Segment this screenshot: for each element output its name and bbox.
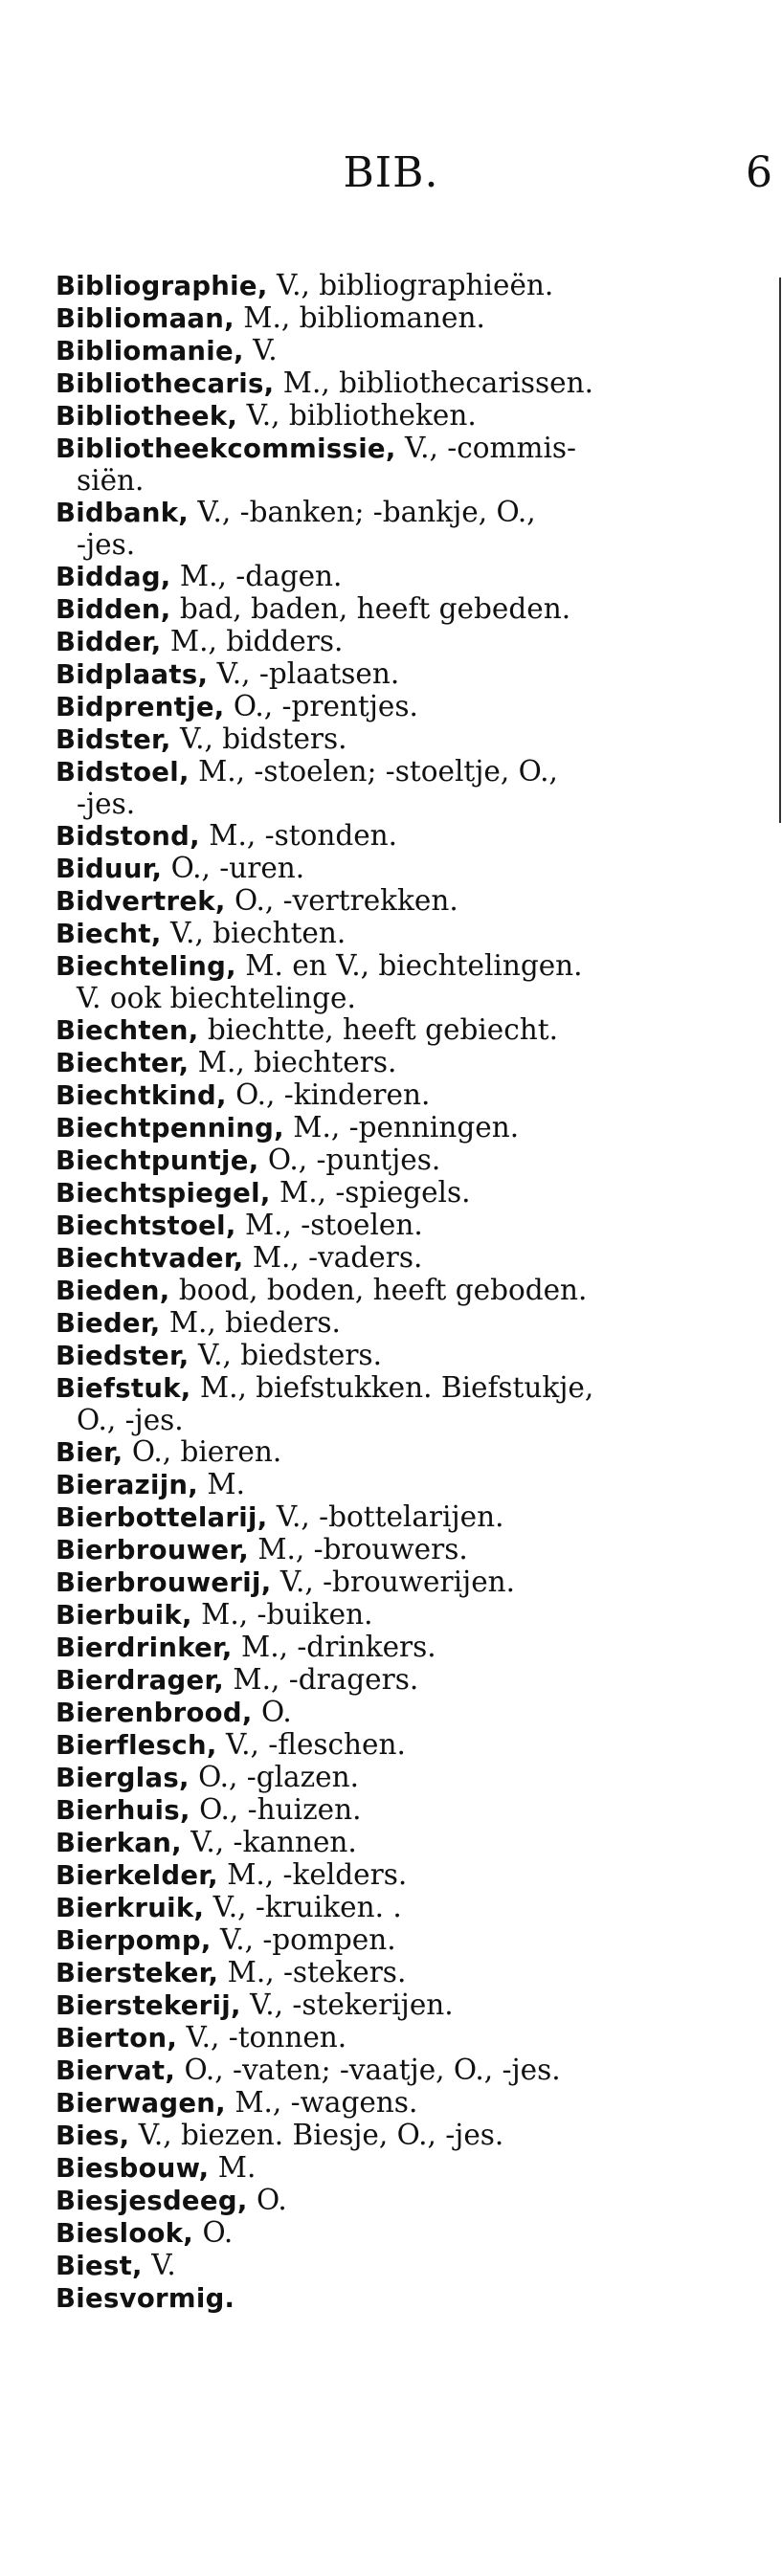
entry-headword: Biechtkind,: [56, 1080, 227, 1111]
entry-definition: O., -vertrekken.: [225, 884, 458, 917]
entry-definition: V., biezen. Biesje, O., -jes.: [129, 2119, 504, 2151]
entry-definition: M., -wagens.: [225, 2086, 418, 2119]
entry-definition: V., bibliographieën.: [267, 269, 554, 301]
dictionary-entry: [56, 1827, 769, 1859]
dictionary-entry: [56, 1079, 769, 1112]
dictionary-entry: [56, 593, 769, 626]
entry-continuation: O., -jes.: [77, 1404, 184, 1436]
entry-headword: Biechter,: [56, 1048, 190, 1078]
dictionary-entry: [56, 1242, 769, 1275]
dictionary-entry: [56, 335, 769, 367]
dictionary-entry: [56, 1014, 769, 1047]
entry-definition: V., -banken; -bankje, O.,: [189, 496, 536, 528]
dictionary-entry: [56, 2185, 769, 2217]
entry-headword: Bieder,: [56, 1308, 161, 1339]
dictionary-entry: [56, 1989, 769, 2022]
entry-definition: M., -spiegels.: [270, 1176, 471, 1209]
entry-definition: O., -prentjes.: [224, 690, 418, 722]
entry-headword: Bierglas,: [56, 1763, 190, 1793]
entry-headword: Bidden,: [56, 594, 171, 625]
entry-headword: Biervat,: [56, 2055, 176, 2086]
dictionary-entry: [56, 2282, 769, 2315]
dictionary-entry: [56, 1047, 769, 1079]
entry-definition: V., -stekerijen.: [240, 1988, 454, 2021]
entry-headword: Bidstoel,: [56, 757, 190, 788]
entry-definition: V., -fleschen.: [216, 1728, 406, 1761]
entry-continuation: -jes.: [77, 528, 136, 561]
dictionary-entry: [56, 1307, 769, 1340]
dictionary-entry: [56, 885, 769, 918]
entry-headword: Biechteling,: [56, 951, 236, 982]
entry-headword: Biduur,: [56, 854, 163, 884]
dictionary-entry: [56, 1501, 769, 1534]
dictionary-entry: [56, 723, 769, 756]
entry-definition: O., -vaten; -vaatje, O., -jes.: [175, 2054, 561, 2086]
dictionary-entry: [56, 1275, 769, 1307]
entry-definition: M., bibliomanen.: [234, 301, 485, 334]
entry-headword: Bidvertrek,: [56, 886, 226, 917]
entry-headword: Bibliothecaris,: [56, 368, 275, 399]
dictionary-entry: [56, 2087, 769, 2120]
entry-definition: V., biedsters.: [189, 1339, 382, 1371]
entry-headword: Biechtpenning,: [56, 1113, 284, 1144]
dictionary-entry: [56, 1566, 769, 1599]
dictionary-entry: [56, 1664, 769, 1697]
entry-headword: Bibliographie,: [56, 271, 268, 301]
dictionary-entry: [56, 1924, 769, 1957]
dictionary-entry: [56, 950, 769, 1014]
entry-definition: V.: [243, 334, 278, 366]
dictionary-entry: [56, 2217, 769, 2250]
entry-headword: Bierbrouwer,: [56, 1535, 249, 1566]
entry-definition: V., -kannen.: [181, 1826, 357, 1858]
entry-headword: Bibliotheekcommissie,: [56, 433, 396, 464]
dictionary-entry: [56, 1599, 769, 1632]
entry-definition: V., -plaatsen.: [208, 657, 400, 690]
entry-definition: O., -huizen.: [190, 1793, 362, 1826]
entry-headword: Bierdrager,: [56, 1665, 225, 1696]
entry-headword: Bier,: [56, 1437, 123, 1468]
entry-definition: M.: [198, 1468, 246, 1500]
entry-headword: Bierkruik,: [56, 1893, 205, 1923]
dictionary-entry: [56, 400, 769, 433]
entry-headword: Biddag,: [56, 562, 171, 592]
entry-headword: Bidbank,: [56, 498, 190, 528]
entry-headword: Bierbuik,: [56, 1600, 192, 1631]
entry-definition: bad, baden, heeft gebeden.: [170, 592, 571, 625]
entry-headword: Bieden,: [56, 1276, 170, 1306]
dictionary-entry: [56, 1144, 769, 1177]
entry-headword: Biesvormig.: [56, 2283, 235, 2314]
entry-headword: Bibliomaan,: [56, 303, 235, 334]
dictionary-entry: [56, 1112, 769, 1144]
entry-headword: Bidder,: [56, 627, 162, 657]
dictionary-entry: [56, 756, 769, 820]
dictionary-entry: [56, 1436, 769, 1469]
dictionary-entry: [56, 1534, 769, 1566]
entry-definition: V., -brouwerijen.: [271, 1566, 516, 1598]
entry-definition: V., bidsters.: [170, 722, 347, 755]
entry-definition: O., -glazen.: [189, 1761, 360, 1793]
entry-definition: V., -kruiken. .: [204, 1891, 402, 1923]
entry-headword: Biechtspiegel,: [56, 1178, 271, 1209]
entry-headword: Bidprentje,: [56, 692, 225, 722]
dictionary-entry: [56, 658, 769, 691]
entry-definition: M., -stonden.: [199, 819, 398, 852]
entry-headword: Biechtpuntje,: [56, 1145, 259, 1176]
entry-definition: M., biefstukken. Biefstukje,: [190, 1371, 594, 1404]
page-number: 6: [746, 148, 772, 197]
entry-definition: O., -uren.: [162, 852, 305, 884]
entry-headword: Bierbrouwerij,: [56, 1567, 272, 1598]
entry-definition: V., -commis-: [395, 432, 577, 464]
dictionary-entry: [56, 302, 769, 335]
entry-definition: M., -vaders.: [243, 1241, 423, 1274]
dictionary-entry: [56, 270, 769, 302]
entry-headword: Biesbouw,: [56, 2153, 210, 2184]
entry-headword: Bierflesch,: [56, 1730, 217, 1761]
entry-headword: Bierkan,: [56, 1828, 182, 1858]
dictionary-entry: [56, 1859, 769, 1892]
dictionary-entry: [56, 918, 769, 950]
entry-continuation: V. ook biechtelinge.: [77, 982, 356, 1014]
entry-list: [56, 270, 769, 2315]
entry-headword: Biechtvader,: [56, 1243, 244, 1274]
dictionary-entry: [56, 853, 769, 885]
entry-definition: V., -tonnen.: [177, 2021, 347, 2054]
page-header: [0, 148, 782, 206]
entry-definition: M., -penningen.: [283, 1111, 520, 1144]
entry-definition: O., -puntjes.: [258, 1144, 441, 1176]
column-rule: [779, 278, 781, 823]
entry-headword: Biest,: [56, 2251, 143, 2281]
entry-definition: M., -brouwers.: [248, 1533, 468, 1566]
entry-definition: M., -drinkers.: [232, 1631, 436, 1663]
dictionary-entry: [56, 2120, 769, 2152]
entry-definition: M., bidders.: [161, 625, 344, 657]
entry-headword: Bierbottelarij,: [56, 1502, 268, 1533]
dictionary-entry: [56, 626, 769, 658]
dictionary-entry: [56, 1210, 769, 1242]
entry-definition: O.: [247, 2184, 287, 2216]
entry-continuation: -jes.: [77, 788, 136, 820]
entry-definition: M., -dragers.: [224, 1663, 419, 1696]
entry-continuation: siën.: [77, 464, 145, 497]
dictionary-entry: [56, 2022, 769, 2054]
entry-headword: Bibliotheek,: [56, 401, 238, 432]
entry-headword: Biefstuk,: [56, 1373, 191, 1404]
entry-definition: O.: [252, 1696, 292, 1728]
dictionary-entry: [56, 1762, 769, 1794]
entry-headword: Bierhuis,: [56, 1795, 190, 1826]
entry-headword: Bierazijn,: [56, 1470, 199, 1500]
dictionary-entry: [56, 1729, 769, 1762]
entry-headword: Biedster,: [56, 1341, 190, 1371]
dictionary-entry: [56, 2054, 769, 2087]
entry-headword: Biechten,: [56, 1015, 199, 1046]
dictionary-entry: [56, 2250, 769, 2282]
dictionary-entry: [56, 1372, 769, 1436]
entry-definition: M., -stekers.: [218, 1956, 407, 1988]
entry-headword: Biecht,: [56, 919, 162, 949]
entry-definition: O.: [193, 2216, 234, 2249]
entry-headword: Bidstond,: [56, 821, 200, 852]
entry-definition: V., biechten.: [161, 917, 346, 949]
dictionary-entry: [56, 1794, 769, 1827]
entry-headword: Bierton,: [56, 2023, 178, 2054]
dictionary-entry: [56, 1697, 769, 1729]
entry-definition: bood, boden, heeft geboden.: [169, 1274, 588, 1306]
entry-headword: Bibliomanie,: [56, 336, 244, 366]
entry-headword: Bierpomp,: [56, 1925, 212, 1956]
entry-definition: biechtte, heeft gebiecht.: [198, 1013, 558, 1046]
dictionary-entry: [56, 1177, 769, 1210]
running-head: BIB.: [343, 148, 439, 197]
entry-headword: Bies,: [56, 2121, 130, 2151]
entry-definition: V., -bottelarijen.: [267, 1500, 504, 1533]
dictionary-entry: [56, 561, 769, 593]
dictionary-entry: [56, 1469, 769, 1501]
entry-definition: M., -stoelen.: [235, 1209, 423, 1241]
entry-definition: O., -kinderen.: [226, 1078, 431, 1111]
entry-definition: M., -buiken.: [191, 1598, 373, 1631]
entry-definition: M. en V., biechtelingen.: [235, 949, 583, 982]
entry-headword: Bieslook,: [56, 2218, 194, 2249]
entry-definition: V.: [142, 2249, 176, 2281]
entry-definition: M., -kelders.: [217, 1858, 408, 1891]
entry-definition: M.: [209, 2151, 257, 2184]
entry-headword: Biechtstoel,: [56, 1210, 236, 1241]
entry-headword: Bierkelder,: [56, 1860, 218, 1891]
entry-headword: Bierenbrood,: [56, 1698, 253, 1728]
dictionary-entry: [56, 691, 769, 723]
entry-headword: Bierdrinker,: [56, 1632, 233, 1663]
entry-definition: M., biechters.: [189, 1046, 397, 1078]
entry-headword: Bidster,: [56, 724, 171, 755]
entry-definition: M., -dagen.: [170, 560, 343, 592]
entry-definition: V., -pompen.: [211, 1923, 396, 1956]
dictionary-entry: [56, 497, 769, 561]
entry-definition: O., bieren.: [123, 1435, 282, 1468]
dictionary-entry: [56, 367, 769, 400]
dictionary-entry: [56, 1892, 769, 1924]
dictionary-entry: [56, 2152, 769, 2185]
entry-headword: Bierstekerij,: [56, 1990, 241, 2021]
entry-definition: M., bibliothecarissen.: [274, 366, 593, 399]
entry-headword: Bierwagen,: [56, 2088, 226, 2119]
entry-headword: Biersteker,: [56, 1958, 219, 1988]
entry-headword: Bidplaats,: [56, 659, 209, 690]
dictionary-entry: [56, 1340, 769, 1372]
entry-definition: V., bibliotheken.: [237, 399, 477, 432]
dictionary-entry: [56, 1632, 769, 1664]
dictionary-entry: [56, 433, 769, 497]
entry-headword: Biesjesdeeg,: [56, 2186, 248, 2216]
dictionary-entry: [56, 820, 769, 853]
entry-definition: M., -stoelen; -stoeltje, O.,: [189, 755, 558, 788]
entry-definition: M., bieders.: [160, 1306, 341, 1339]
dictionary-entry: [56, 1957, 769, 1989]
